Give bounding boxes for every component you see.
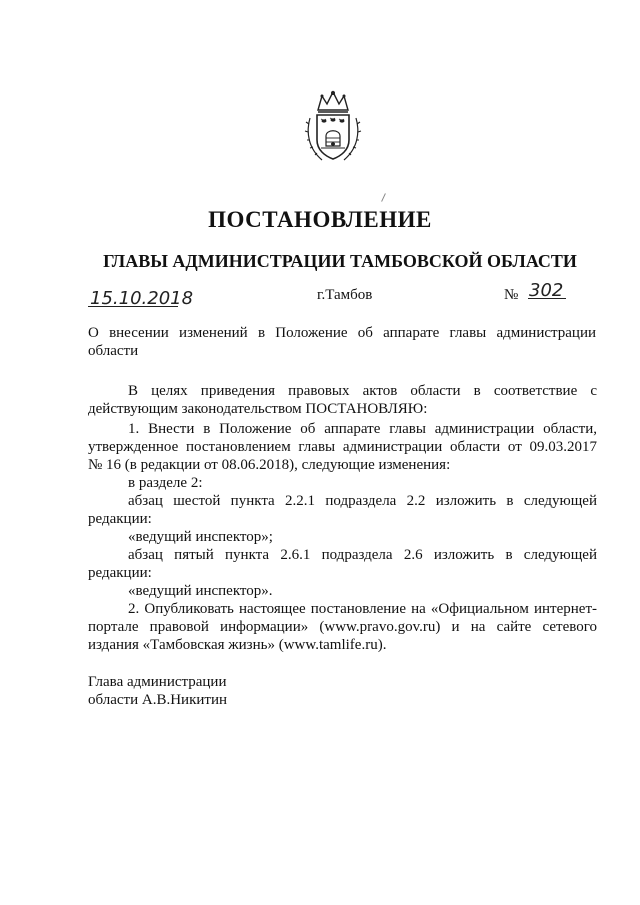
number-underline xyxy=(528,298,566,299)
signature-name: области А.В.Никитин xyxy=(88,692,228,708)
handwritten-date: 15.10.2018 xyxy=(90,288,194,309)
body-line: редакции: xyxy=(88,511,152,527)
body-line: портале правовой информации» (www.pravo.gov.ru) и на сайте сетевого xyxy=(88,619,597,635)
body-line: абзац пятый пункта 2.6.1 подраздела 2.6 изложить в следующей xyxy=(128,547,597,563)
body-line: издания «Тамбовская жизнь» (www.tamlife.ru). xyxy=(88,637,387,653)
body-line: действующим законодательством ПОСТАНОВЛЯЮ: xyxy=(88,401,428,417)
body-line: утвержденное постановлением главы администрации области от 09.03.2017 xyxy=(88,439,597,455)
body-line: «ведущий инспектор». xyxy=(128,583,273,599)
body-line: абзац шестой пункта 2.2.1 подраздела 2.2 изложить в следующей xyxy=(128,493,597,509)
signature-title: Глава администрации xyxy=(88,674,227,690)
date-underline xyxy=(88,306,178,307)
document-subtitle: ГЛАВЫ АДМИНИСТРАЦИИ ТАМБОВСКОЙ ОБЛАСТИ xyxy=(103,251,577,271)
body-line: редакции: xyxy=(88,565,152,581)
body-line: 1. Внести в Положение об аппарате главы администрации области, xyxy=(128,421,597,437)
tambov-coat-of-arms-icon xyxy=(304,90,362,164)
document-title: ПОСТАНОВЛЕНИЕ xyxy=(208,207,432,232)
body-line: в разделе 2: xyxy=(128,475,203,491)
city-label: г.Тамбов xyxy=(317,287,373,303)
subject-line-2: области xyxy=(88,343,139,359)
body-line: 2. Опубликовать настоящее постановление на «Официальном интернет- xyxy=(128,601,597,617)
handwritten-number: 302 xyxy=(529,280,564,301)
body-line: «ведущий инспектор»; xyxy=(128,529,273,545)
body-line: В целях приведения правовых актов области в соответствие с xyxy=(128,383,597,399)
scan-mark xyxy=(381,193,386,202)
body-line: № 16 (в редакции от 08.06.2018), следующие изменения: xyxy=(88,457,451,473)
number-label: № xyxy=(504,287,519,303)
subject-line-1: О внесении изменений в Положение об аппарате главы администрации xyxy=(88,325,596,341)
